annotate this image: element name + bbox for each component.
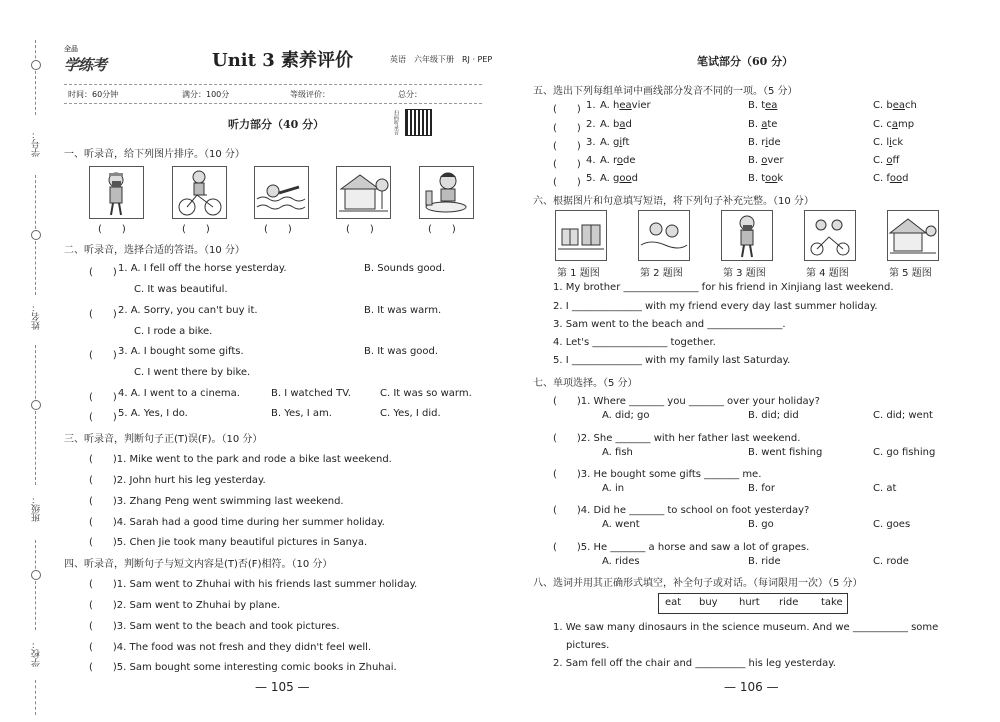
part1-heading: 一、听录音，给下列图片排序。（10 分） [64, 149, 245, 160]
answer-blank[interactable]: ( ) [553, 104, 581, 115]
mc-question: ( )2. She _______ with her father last weekend. [553, 433, 801, 444]
underlined-letters: i [889, 137, 892, 148]
answer-blank[interactable]: ( ) [89, 309, 117, 320]
word-part: ver [767, 155, 784, 166]
answer-blank[interactable]: ( ) [553, 123, 581, 134]
tf-item: ( )2. Sam went to Zhuhai by plane. [89, 600, 281, 611]
tf-item: ( )3. Sam went to the beach and took pictures. [89, 621, 340, 632]
question-number: 2. [586, 119, 596, 130]
word-part: ck [891, 137, 904, 148]
choice-option: C. did; went [873, 410, 933, 421]
page-number-left: — 105 — [255, 680, 310, 694]
choice-option: B. It was good. [364, 346, 439, 357]
tf-item: ( )4. The food was not fresh and they didn't feel well. [89, 642, 372, 653]
choice-option: 3. A. I bought some gifts. [118, 346, 244, 357]
picture-beach-kids [638, 210, 690, 261]
word-bank-item: eat [665, 597, 682, 608]
phonics-option [873, 155, 899, 166]
qr-label: 扫码听录音 [393, 110, 399, 135]
mc-question: ( )3. He bought some gifts _______ me. [553, 469, 762, 480]
underlined-letters: oo [619, 173, 632, 184]
choice-option: C. Yes, I did. [380, 408, 441, 419]
choice-option: A. rides [602, 556, 640, 567]
underlined-letters: oo [889, 173, 903, 184]
choice-option: C. at [873, 483, 897, 494]
answer-blank[interactable]: ( ) [89, 350, 117, 361]
total-info: 总分： [398, 90, 422, 99]
word-part: A. g [600, 137, 620, 148]
word-bank-item: buy [699, 597, 718, 608]
choice-option: C. It was so warm. [380, 388, 472, 399]
word-bank-item: take [821, 597, 843, 608]
underlined-letters: ea [892, 100, 905, 111]
phonics-option [873, 100, 917, 111]
tf-item: ( )1. Sam went to Zhuhai with his friends last summer holiday. [89, 579, 418, 590]
fill-in-item: 4. Let's _______________ together. [553, 337, 716, 348]
choice-option: B. go [748, 519, 774, 530]
underlined-letters: o [761, 155, 768, 166]
word-part: k [777, 173, 784, 184]
phonics-option [748, 173, 783, 184]
grade-info: 等级评价： [290, 90, 330, 99]
mc-question: ( )4. Did he _______ to school on foot yesterday? [553, 505, 810, 516]
word-part: B. [748, 155, 762, 166]
question-number: 1. [586, 100, 596, 111]
word-part: ft [622, 137, 630, 148]
underlined-letters: o [616, 155, 624, 166]
answer-blank[interactable]: ( ) [553, 141, 581, 152]
phonics-option [873, 173, 908, 184]
picture-caption: 第 4 题图 [806, 268, 849, 279]
word-part: B. r [748, 137, 766, 148]
mc-question: ( )1. Where _______ you _______ over your holiday? [553, 396, 820, 407]
fill-in-item: 1. My brother _______________ for his friend in Xinjiang last weekend. [553, 282, 894, 293]
underlined-letters: a [619, 119, 626, 130]
answer-blank[interactable]: ( ) [89, 392, 117, 403]
phonics-option [748, 137, 781, 148]
choice-option: B. for [748, 483, 775, 494]
tf-item: ( )5. Sam bought some interesting comic books in Zhuhai. [89, 662, 397, 673]
phonics-option [600, 100, 651, 111]
picture-caption: 第 2 题图 [640, 268, 683, 279]
answer-blank[interactable]: ( ) [553, 159, 581, 170]
choice-option: B. Yes, I am. [271, 408, 332, 419]
answer-blank[interactable]: ( ) [264, 224, 292, 235]
underlined-letters: ea [619, 100, 632, 111]
word-part: B. t [748, 173, 766, 184]
word-part: de [623, 155, 636, 166]
choice-option: 4. A. I went to a cinema. [118, 388, 240, 399]
phonics-option [873, 119, 914, 130]
question-number: 5. [586, 173, 596, 184]
listening-section-title: 听力部分（40 分） [228, 118, 325, 131]
choice-option: A. fish [602, 447, 633, 458]
part8-heading: 八、选词并用其正确形式填空，补全句子或对话。（每词限用一次）（5 分） [533, 578, 863, 589]
phonics-option [748, 155, 784, 166]
word-part: d [902, 173, 909, 184]
qr-code-icon[interactable] [405, 109, 432, 136]
word-bank-item: hurt [739, 597, 760, 608]
part7-heading: 七、单项选择。（5 分） [533, 378, 638, 389]
class-label: 班级： [32, 495, 42, 522]
word-part: C. c [873, 119, 892, 130]
picture-camera-boy [721, 210, 773, 261]
answer-blank[interactable]: ( ) [89, 267, 117, 278]
student-id-label: 学号： [32, 130, 42, 157]
part2-heading: 二、听录音，选择合适的答语。（10 分） [64, 245, 245, 256]
fill-in-item: 3. Sam went to the beach and _______________. [553, 319, 786, 330]
word-part: te [767, 119, 778, 130]
word-part: A. b [600, 119, 620, 130]
word-part: d [625, 119, 632, 130]
picture-caption: 第 1 题图 [557, 268, 600, 279]
picture-caption: 第 3 题图 [723, 268, 766, 279]
word-part: d [631, 173, 638, 184]
choice-option: B. I watched TV. [271, 388, 351, 399]
fill-in-item: 1. We saw many dinosaurs in the science museum. And we ___________ some [553, 622, 939, 633]
word-part: A. g [600, 173, 620, 184]
answer-blank[interactable]: ( ) [346, 224, 374, 235]
tf-item: ( )4. Sarah had a good time during her summer holiday. [89, 517, 385, 528]
picture-house-scene [887, 210, 939, 261]
choice-option: 1. A. I fell off the horse yesterday. [118, 263, 287, 274]
phonics-option [600, 119, 632, 130]
picture-eating-food [419, 166, 474, 219]
word-part: vier [631, 100, 651, 111]
underlined-letters: oo [765, 173, 778, 184]
choice-option: B. did; did [748, 410, 799, 421]
binding-hole [31, 230, 41, 240]
word-part: ff [892, 155, 900, 166]
time-info: 时间：60分钟 [68, 90, 119, 99]
answer-blank[interactable]: ( ) [182, 224, 210, 235]
word-part: C. l [873, 137, 890, 148]
choice-option: C. go fishing [873, 447, 936, 458]
picture-house-and-trees [336, 166, 391, 219]
tf-item: ( )5. Chen Jie took many beautiful pictures in Sanya. [89, 537, 368, 548]
tf-item: ( )2. John hurt his leg yesterday. [89, 475, 266, 486]
choice-option: B. went fishing [748, 447, 823, 458]
word-part: C. b [873, 100, 893, 111]
answer-blank[interactable]: ( ) [98, 224, 126, 235]
choice-option: 5. A. Yes, I do. [118, 408, 188, 419]
phonics-option [873, 137, 903, 148]
choice-option: C. I went there by bike. [134, 367, 251, 378]
word-part: B. [748, 119, 762, 130]
choice-option: A. in [602, 483, 625, 494]
choice-option: 2. A. Sorry, you can't buy it. [118, 305, 258, 316]
phonics-option [600, 173, 638, 184]
choice-option: B. ride [748, 556, 781, 567]
word-part: de [768, 137, 781, 148]
picture-caption: 第 5 题图 [889, 268, 932, 279]
choice-option: C. I rode a bike. [134, 326, 213, 337]
brand-logo: 全品 学练考 [64, 45, 107, 74]
fill-in-item-continued: pictures. [566, 640, 610, 651]
phonics-option [600, 137, 629, 148]
underlined-letters: i [765, 137, 769, 148]
part3-heading: 三、听录音，判断句子正(T)误(F)。（10 分） [64, 434, 263, 445]
part5-heading: 五、选出下列每组单词中画线部分发音不同的一项。（5 分） [533, 86, 798, 97]
word-part: A. h [600, 100, 620, 111]
word-part: B. t [748, 100, 766, 111]
word-part: C. [873, 155, 887, 166]
choice-option: A. did; go [602, 410, 650, 421]
choice-option: A. went [602, 519, 640, 530]
choice-option: C. rode [873, 556, 909, 567]
question-number: 3. [586, 137, 596, 148]
mc-question: ( )5. He _______ a horse and saw a lot of grapes. [553, 542, 810, 553]
choice-option: C. It was beautiful. [134, 284, 228, 295]
tf-item: ( )3. Zhang Peng went swimming last weekend. [89, 496, 344, 507]
answer-blank[interactable]: ( ) [89, 412, 117, 423]
word-part: mp [897, 119, 915, 130]
word-bank [658, 593, 848, 614]
fill-in-item: 2. Sam fell off the chair and __________ his leg yesterday. [553, 658, 836, 669]
choice-option: B. It was warm. [364, 305, 442, 316]
word-part: ch [904, 100, 917, 111]
fill-in-item: 5. I ______________ with my family last Saturday. [553, 355, 791, 366]
tf-item: ( )1. Mike went to the park and rode a bike last weekend. [89, 454, 392, 465]
exam-info-row [64, 84, 482, 104]
answer-blank[interactable]: ( ) [553, 177, 581, 188]
part6-heading: 六、根据图片和句意填写短语，将下列句子补充完整。（10 分） [533, 196, 814, 207]
word-part: A. r [600, 155, 617, 166]
book-meta: 英语 六年级下册 RJ · PEP [390, 55, 493, 64]
picture-two-bikes [804, 210, 856, 261]
choice-option: B. Sounds good. [364, 263, 446, 274]
underlined-letters: o [886, 155, 893, 166]
unit-title: Unit 3 素养评价 [212, 50, 353, 71]
picture-swimming [254, 166, 309, 219]
school-label: 学校： [32, 640, 42, 667]
underlined-letters: a [761, 119, 768, 130]
question-number: 4. [586, 155, 596, 166]
page-number-right: — 106 — [724, 680, 779, 694]
picture-gifts [555, 210, 607, 261]
underlined-letters: a [891, 119, 898, 130]
phonics-option [748, 100, 777, 111]
underlined-letters: i [619, 137, 623, 148]
choice-option: C. goes [873, 519, 911, 530]
binding-hole [31, 60, 41, 70]
answer-blank[interactable]: ( ) [428, 224, 456, 235]
phonics-option [748, 119, 777, 130]
binding-hole [31, 400, 41, 410]
name-label: 姓名： [32, 303, 42, 330]
fill-in-item: 2. I ______________ with my friend every day last summer holiday. [553, 301, 878, 312]
written-section-title: 笔试部分（60 分） [697, 55, 794, 68]
binding-hole [31, 570, 41, 580]
word-bank-item: ride [779, 597, 799, 608]
picture-riding-bike [172, 166, 227, 219]
picture-taking-photo [89, 166, 144, 219]
score-info: 满分：100分 [182, 90, 230, 99]
part4-heading: 四、听录音，判断句子与短文内容是(T)否(F)相符。（10 分） [64, 559, 333, 570]
word-part: C. f [873, 173, 890, 184]
underlined-letters: ea [765, 100, 778, 111]
phonics-option [600, 155, 636, 166]
